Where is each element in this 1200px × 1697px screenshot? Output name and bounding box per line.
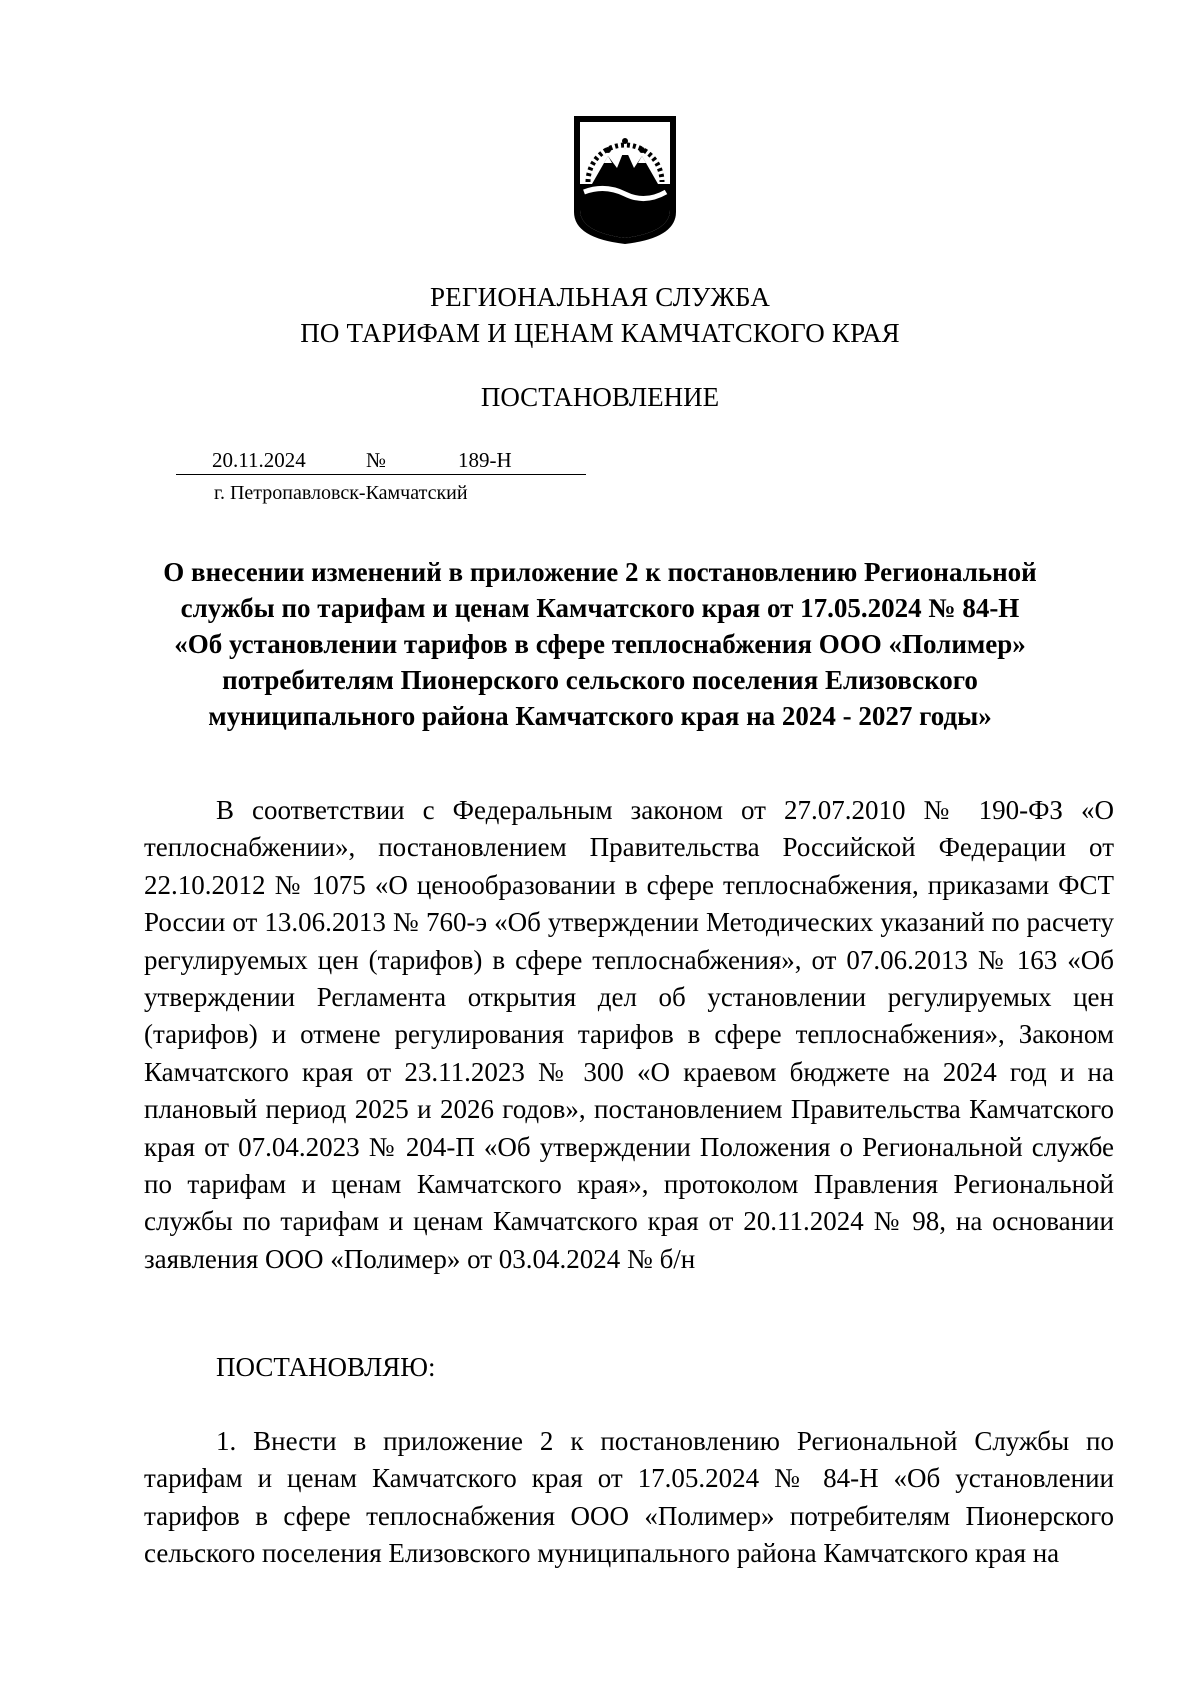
- document-title: [130, 554, 1070, 734]
- resolve-heading: ПОСТАНОВЛЯЮ:: [216, 1352, 436, 1382]
- item-1-paragraph: 1. Внести в приложение 2 к постановлению Региональной Службы по тарифам и ценам Камчатского края от 17.05.2024 № 84-Н «Об установлении тарифов в сфере теплоснабжения ООО «Полимер» потребителям Пионерского сельского поселения Елизовского муниципального района Камчатского края на: [144, 1426, 1114, 1569]
- document-number: 189-Н: [458, 448, 512, 472]
- preamble-paragraph: В соответствии с Федеральным законом от 27.07.2010 № 190-ФЗ «О теплоснабжении», постановлением Правительства Российской Федерации от 22.10.2012 № 1075 «О ценообразовании в сфере теплоснабжения, приказами ФСТ России от 13.06.2013 № 760-э «Об утверждении Методических указаний по расчету регулируемых цен (тарифов) в сфере теплоснабжения», от 07.06.2013 № 163 «Об утверждении Регламента открытия дел об установлении регулируемых цен (тарифов) и отмене регулирования тарифов в сфере теплоснабжения», Законом Камчатского края от 23.11.2023 № 300 «О краевом бюджете на 2024 год и на плановый период 2025 и 2026 годов», постановлением Правительства Камчатского края от 07.04.2023 № 204-П «Об утверждении Положения о Региональной службе по тарифам и ценам Камчатского края», протоколом Правления Региональной службы по тарифам и ценам Камчатского края от 20.11.2024 № 98, на основании заявления ООО «Полимер» от 03.04.2024 № б/н: [144, 795, 1114, 1274]
- title-line: «Об установлении тарифов в сфере теплоснабжения ООО «Полимер»: [174, 629, 1026, 659]
- document-city: г. Петропавловск-Камчатский: [214, 482, 468, 504]
- kamchatka-coat-of-arms-icon: [570, 112, 680, 246]
- title-line: потребителям Пионерского сельского поселения Елизовского: [222, 665, 978, 695]
- document-date: 20.11.2024: [212, 448, 306, 472]
- organization-name-line1: РЕГИОНАЛЬНАЯ СЛУЖБА: [429, 282, 771, 312]
- title-line: муниципального района Камчатского края на 2024 - 2027 годы»: [208, 701, 992, 731]
- organization-name-line2: ПО ТАРИФАМ И ЦЕНАМ КАМЧАТСКОГО КРАЯ: [300, 318, 900, 348]
- title-line: службы по тарифам и ценам Камчатского края от 17.05.2024 № 84-Н: [180, 593, 1020, 623]
- number-sign: №: [366, 448, 387, 472]
- title-line: О внесении изменений в приложение 2 к постановлению Региональной: [163, 557, 1037, 587]
- document-type: ПОСТАНОВЛЕНИЕ: [480, 382, 720, 412]
- document-date-number-line: [176, 448, 586, 475]
